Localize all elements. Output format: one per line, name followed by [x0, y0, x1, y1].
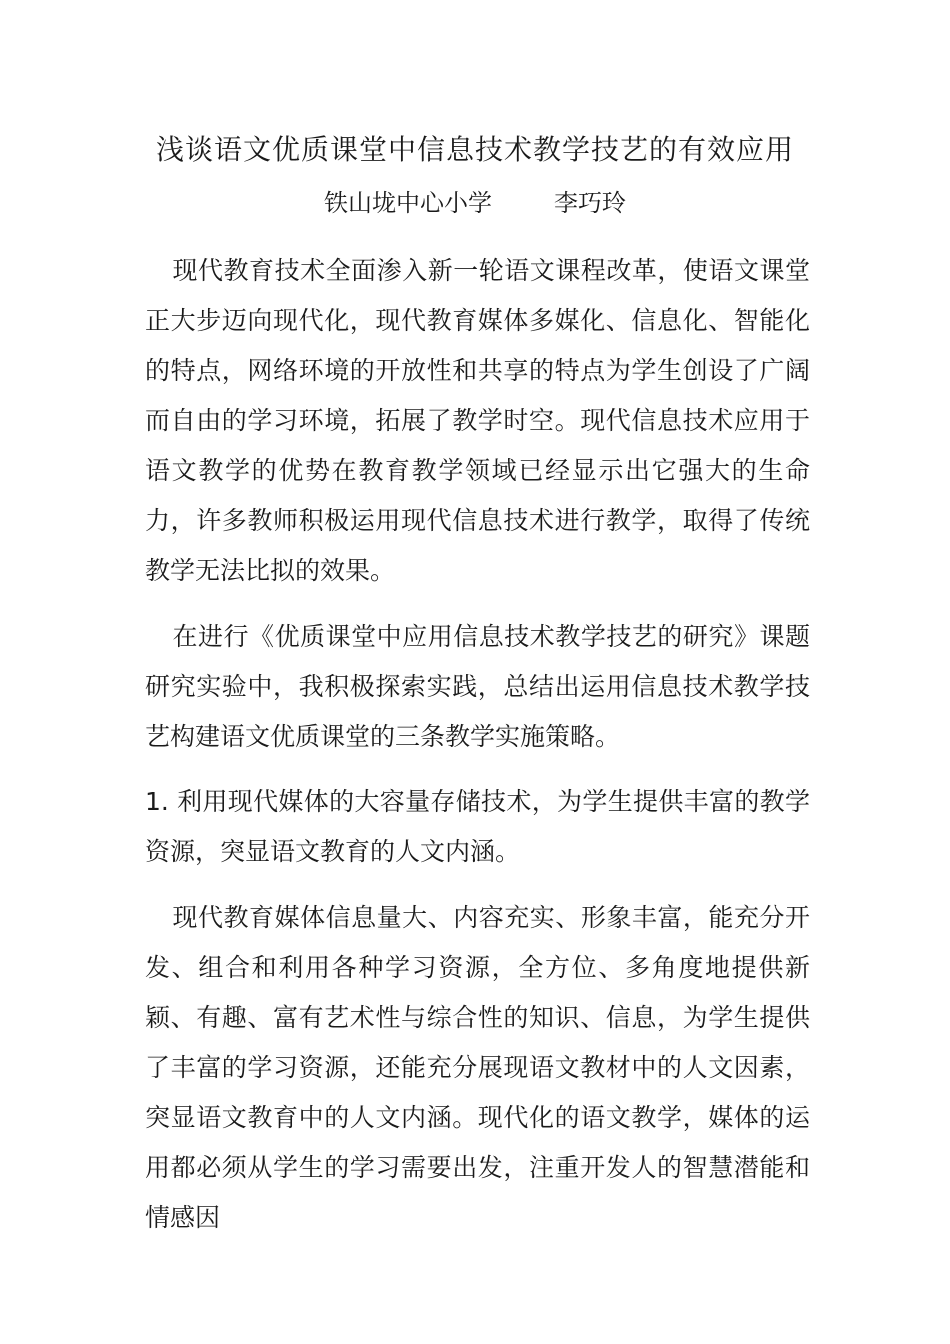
paragraph-block-1 — [145, 246, 810, 596]
author-name: 李巧玲 — [554, 189, 626, 217]
paragraph-intro: 现代教育技术全面渗入新一轮语文课程改革，使语文课堂正大步迈向现代化，现代教育媒体多媒化、信息化、智能化的特点，网络环境的开放性和共享的特点为学生创设了广阔而自由的学习环境，拓展了教学时空。现代信息技术应用于语文教学的优势在教育教学领域已经显示出它强大的生命力，许多教师积极运用现代信息技术进行教学，取得了传统教学无法比拟的效果。 — [145, 256, 810, 585]
school-name: 铁山垅中心小学 — [324, 189, 492, 217]
paragraph-block-3 — [145, 893, 810, 1243]
author-line — [0, 183, 950, 218]
section-heading-block — [145, 777, 810, 877]
paragraph-section-body: 现代教育媒体信息量大、内容充实、形象丰富，能充分开发、组合和利用各种学习资源，全方位、多角度地提供新颖、有趣、富有艺术性与综合性的知识、信息，为学生提供了丰富的学习资源，还能充分展现语文教材中的人文因素，突显语文教育中的人文内涵。现代化的语文教学，媒体的运用都必须从学生的学习需要出发，注重开发人的智慧潜能和情感因 — [145, 903, 810, 1232]
section-heading: 1. 利用现代媒体的大容量存储技术，为学生提供丰富的教学资源，突显语文教育的人文内涵。 — [145, 787, 810, 866]
document-title: 浅谈语文优质课堂中信息技术教学技艺的有效应用 — [155, 133, 794, 166]
paragraph-research: 在进行《优质课堂中应用信息技术教学技艺的研究》课题研究实验中，我积极探索实践，总结出运用信息技术教学技艺构建语文优质课堂的三条教学实施策略。 — [145, 622, 810, 751]
paragraph-block-2 — [145, 612, 810, 762]
